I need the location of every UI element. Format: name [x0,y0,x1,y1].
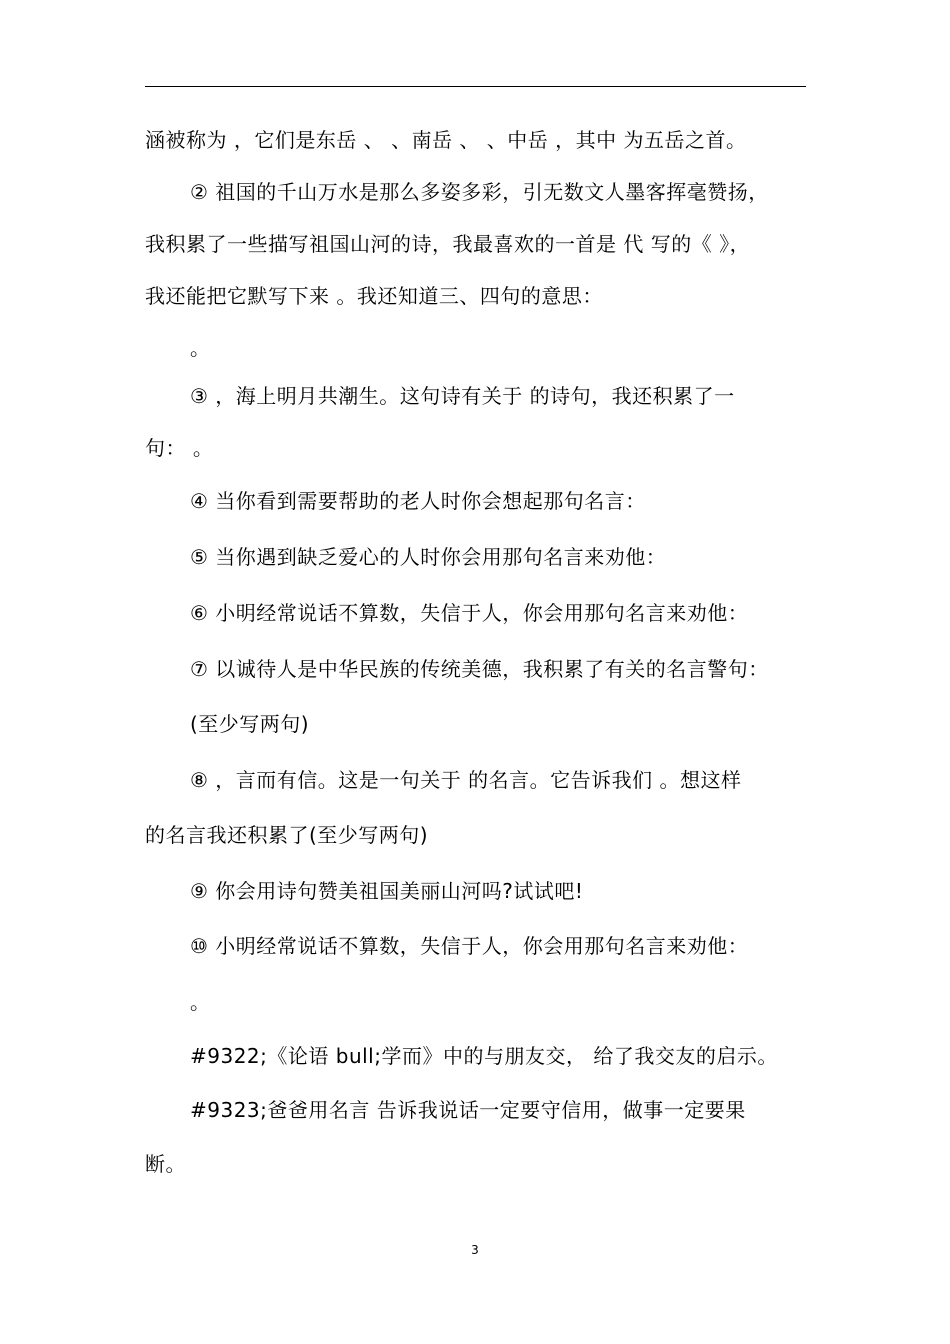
text-line-19: #9323;爸爸用名言 告诉我说话一定要守信用，做事一定要果 [190,1098,746,1122]
text-line-20: 断。 [145,1152,186,1176]
text-line-1: 涵被称为 ，它们是东岳 、 、南岳 、 、中岳 ，其中 为五岳之首。 [145,128,747,152]
text-line-16: ⑩ 小明经常说话不算数，失信于人，你会用那句名言来劝他： [190,934,749,958]
text-line-11: ⑦ 以诚待人是中华民族的传统美德，我积累了有关的名言警句： [190,657,769,681]
header-rule [145,86,806,87]
text-line-8: ④ 当你看到需要帮助的老人时你会想起那句名言： [190,489,646,513]
text-line-7: 句： 。 [145,436,214,460]
text-line-15: ⑨ 你会用诗句赞美祖国美丽山河吗?试试吧! [190,879,584,903]
text-line-14: 的名言我还积累了(至少写两句) [145,823,429,847]
text-line-17: 。 [190,990,211,1014]
text-line-6: ③ ，海上明月共潮生。这句诗有关于 的诗句，我还积累了一 [190,384,735,408]
text-line-12: (至少写两句) [190,712,310,736]
text-line-4: 我还能把它默写下来 。我还知道三、四句的意思： [145,284,603,308]
text-line-18: #9322;《论语 bull;学而》中的与朋友交， 给了我交友的启示。 [190,1044,778,1068]
text-line-9: ⑤ 当你遇到缺乏爱心的人时你会用那句名言来劝他： [190,545,667,569]
text-line-13: ⑧ ，言而有信。这是一句关于 的名言。它告诉我们 。想这样 [190,768,742,792]
text-line-5: 。 [190,336,211,360]
page-number: 3 [471,1243,479,1257]
text-line-10: ⑥ 小明经常说话不算数，失信于人，你会用那句名言来劝他： [190,601,749,625]
text-line-3: 我积累了一些描写祖国山河的诗，我最喜欢的一首是 代 写的《 》， [145,232,751,256]
text-line-2: ② 祖国的千山万水是那么多姿多彩，引无数文人墨客挥毫赞扬， [190,180,769,204]
